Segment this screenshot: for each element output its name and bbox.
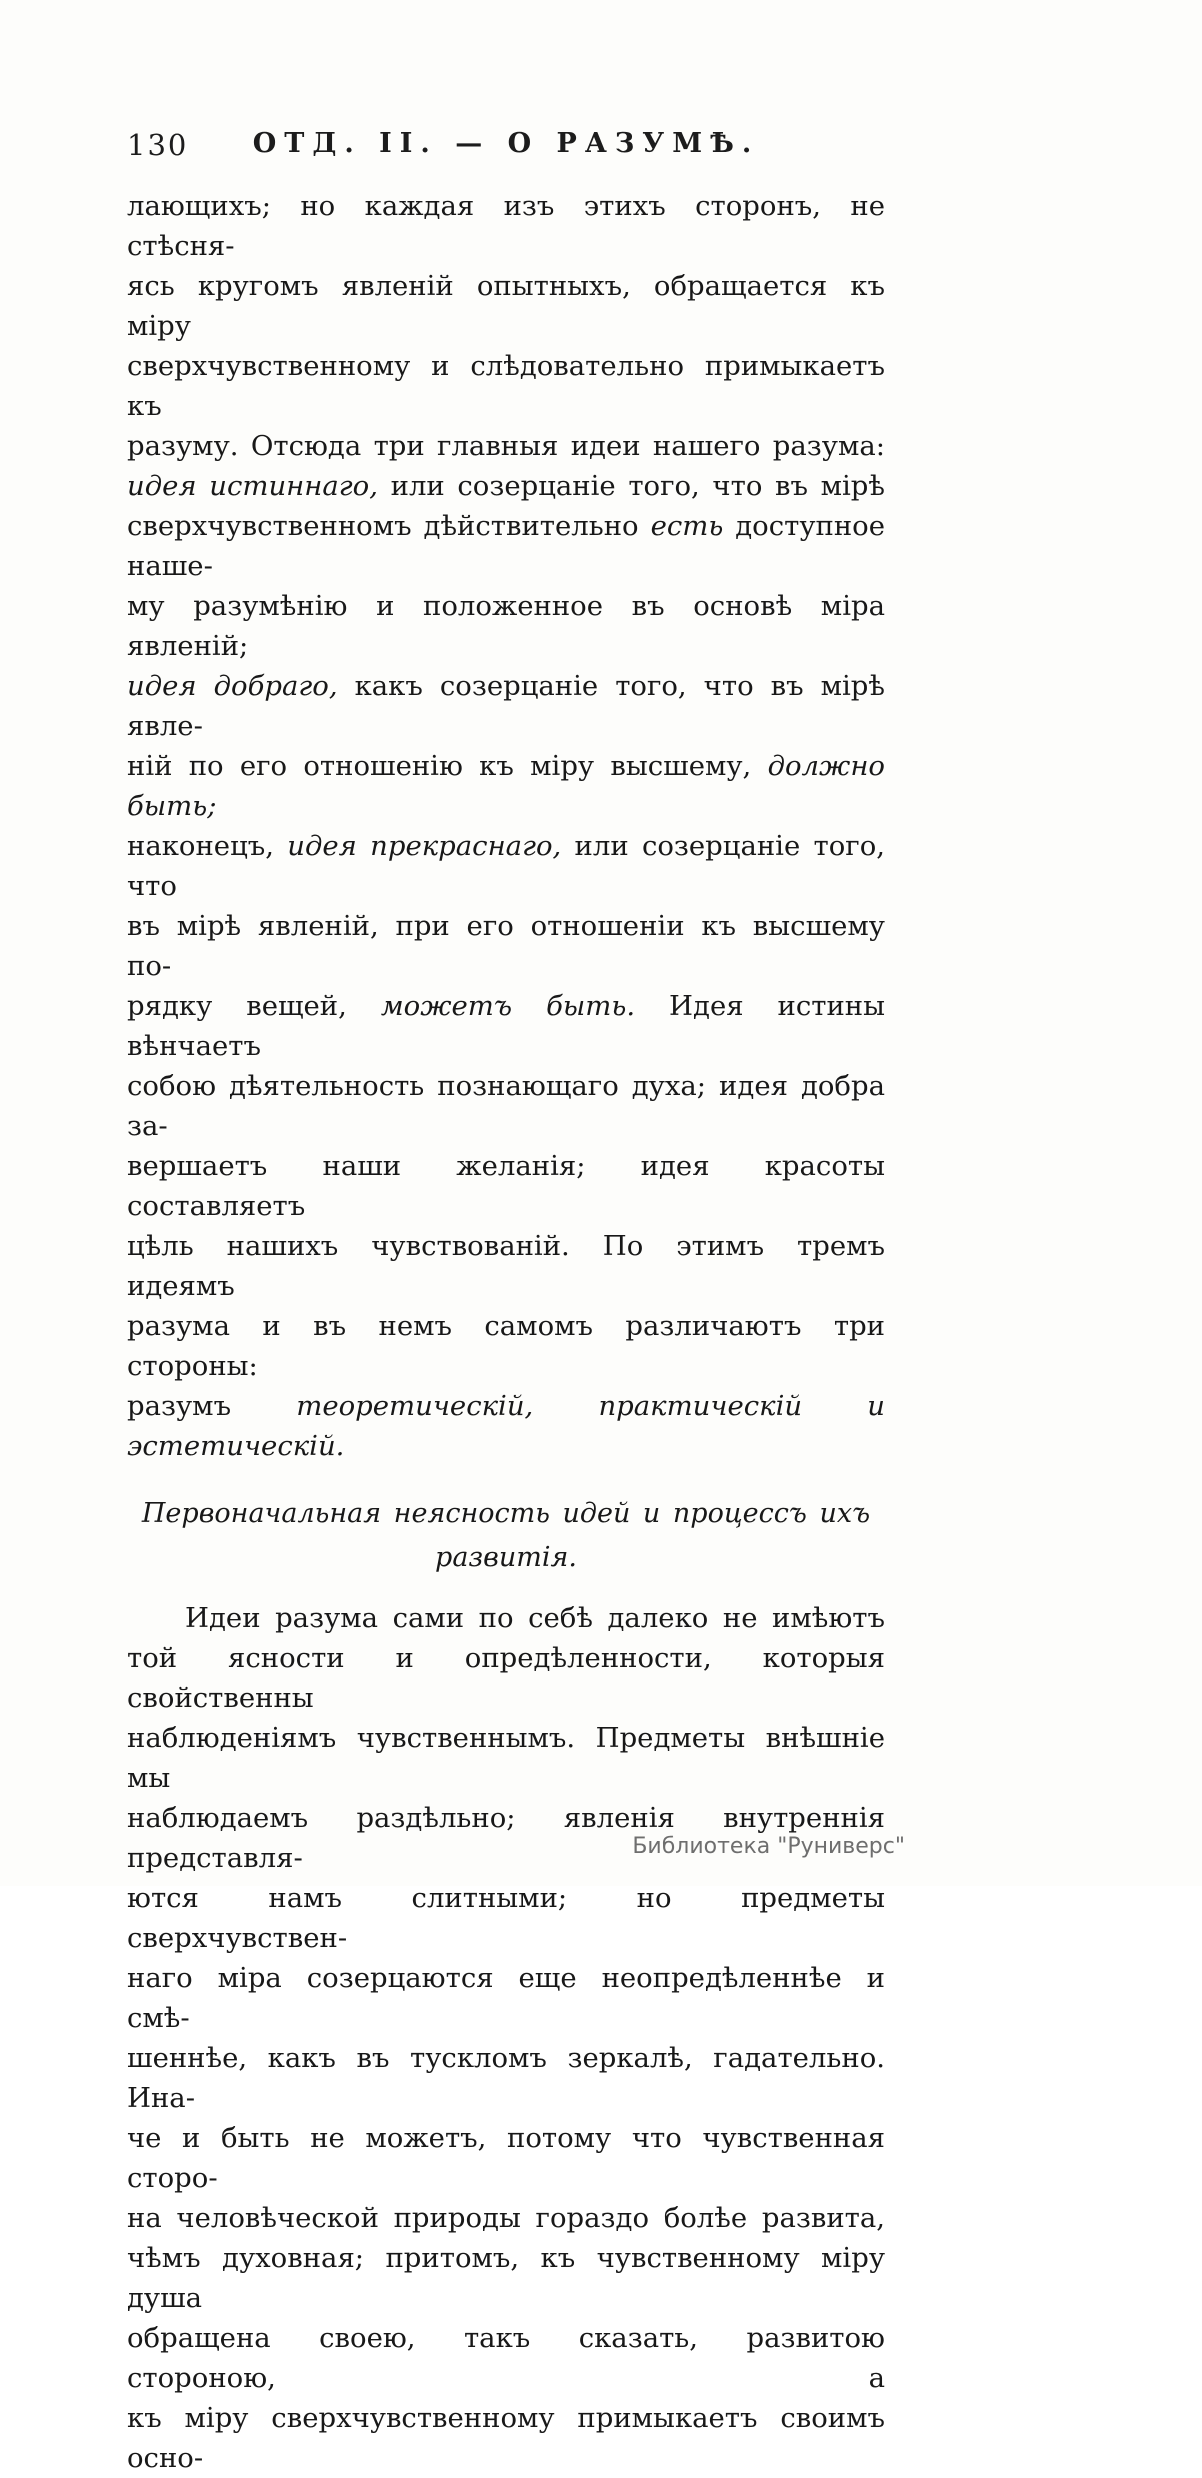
text-line: разума и въ немъ самомъ различаютъ три стороны: bbox=[127, 1310, 885, 1382]
section-heading bbox=[127, 1492, 885, 1580]
text-line: разуму. Отсюда три главныя идеи нашего разума: bbox=[127, 430, 885, 462]
text-line: къ міру сверхчувственному примыкаетъ своимъ осно- bbox=[127, 2402, 885, 2474]
text-line: идея добраго, какъ созерцаніе того, что въ мірѣ явле- bbox=[127, 670, 885, 742]
paragraph-1 bbox=[127, 186, 885, 1466]
library-watermark: Библиотека "Руниверс" bbox=[632, 1834, 905, 1859]
text-line: наго міра созерцаются еще неопредѣленнѣе и смѣ- bbox=[127, 1962, 885, 2034]
text-line: вершаетъ наши желанія; идея красоты составляетъ bbox=[127, 1150, 885, 1222]
page-header bbox=[127, 128, 885, 168]
text-line: лающихъ; но каждая изъ этихъ сторонъ, не стѣсня- bbox=[127, 190, 885, 262]
text-line: цѣль нашихъ чувствованій. По этимъ тремъ идеямъ bbox=[127, 1230, 885, 1302]
text-line: идея истиннаго, или созерцаніе того, что въ мірѣ bbox=[127, 470, 885, 502]
running-header: ОТД. II. — О РАЗУМѢ. bbox=[252, 128, 760, 159]
text-line: сверхчувственному и слѣдовательно примыкаетъ къ bbox=[127, 350, 885, 422]
page-number: 130 bbox=[127, 128, 189, 162]
text-line: наблюденіямъ чувственнымъ. Предметы внѣшніе мы bbox=[127, 1722, 885, 1794]
text-line: ній по его отношенію къ міру высшему, должно быть; bbox=[127, 750, 885, 822]
text-line: му разумѣнію и положенное въ основѣ міра явленій; bbox=[127, 590, 885, 662]
text-line: Первоначальная неясность идей и процессъ ихъ bbox=[141, 1498, 871, 1529]
text-line: ясь кругомъ явленій опытныхъ, обращается къ міру bbox=[127, 270, 885, 342]
text-line: шеннѣе, какъ въ тускломъ зеркалѣ, гадательно. Ина- bbox=[127, 2042, 885, 2114]
text-line: ются намъ слитными; но предметы сверхчувствен- bbox=[127, 1882, 885, 1954]
text-line: разумъ теоретическій, практическій и эстетическій. bbox=[127, 1390, 885, 1462]
text-line: развитія. bbox=[435, 1542, 577, 1573]
text-line: наблюдаемъ раздѣльно; явленія внутреннія представля- bbox=[127, 1802, 885, 1874]
paragraph-2 bbox=[127, 1598, 885, 2478]
text-line: обращена своею, такъ сказать, развитою стороною, а bbox=[127, 2322, 885, 2394]
text-line: Идеи разума сами по себѣ далеко не имѣютъ bbox=[185, 1602, 885, 1634]
text-line: той ясности и опредѣленности, которыя свойственны bbox=[127, 1642, 885, 1714]
text-line: сверхчувственномъ дѣйствительно есть доступное наше- bbox=[127, 510, 886, 582]
main-text bbox=[127, 186, 885, 2478]
text-line: въ мірѣ явленій, при его отношеніи къ высшему по- bbox=[127, 910, 885, 982]
text-line: че и быть не можетъ, потому что чувственная сторо- bbox=[127, 2122, 885, 2194]
text-line: собою дѣятельность познающаго духа; идея добра за- bbox=[127, 1070, 885, 1142]
text-line: на человѣческой природы гораздо болѣе развита, bbox=[127, 2202, 885, 2234]
text-line: рядку вещей, можетъ быть. Идея истины вѣнчаетъ bbox=[127, 990, 886, 1062]
text-line: наконецъ, идея прекраснаго, или созерцаніе того, что bbox=[127, 830, 885, 902]
text-line: чѣмъ духовная; притомъ, къ чувственному міру душа bbox=[127, 2242, 885, 2314]
